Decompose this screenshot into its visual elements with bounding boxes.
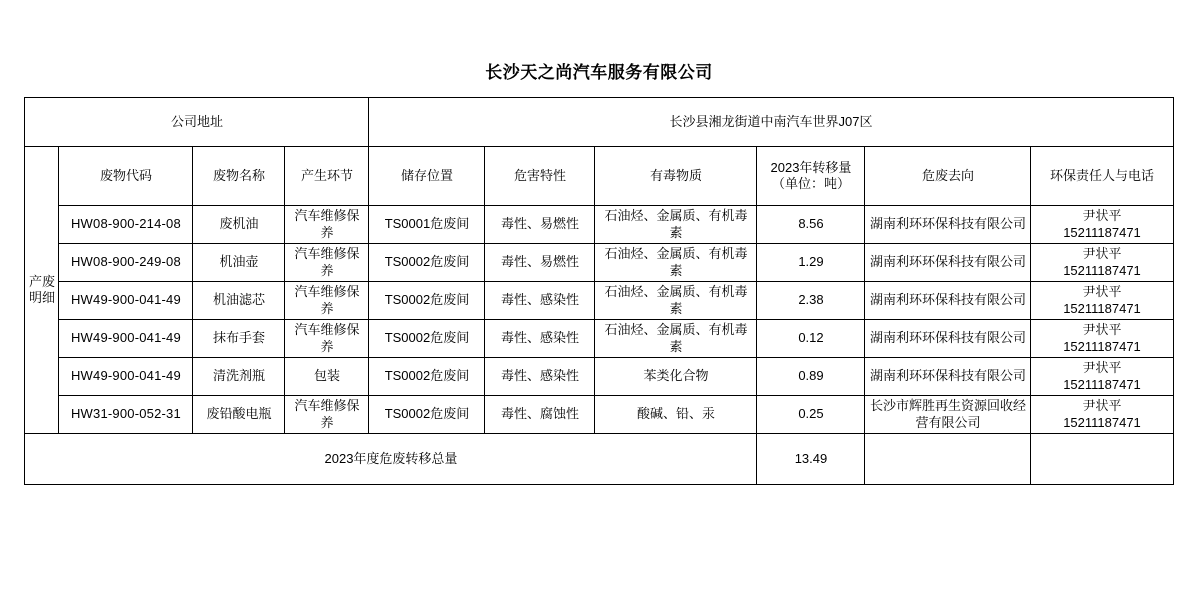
address-value: 长沙县湘龙街道中南汽车世界J07区 (369, 98, 1173, 147)
header-amount-line2: （单位：吨） (771, 176, 850, 191)
total-blank-destination (865, 434, 1031, 485)
header-name: 废物名称 (193, 147, 285, 206)
cell-destination: 湖南利环环保科技有限公司 (865, 358, 1031, 396)
cell-storage: TS0001危废间 (369, 206, 485, 244)
table-row (25, 244, 1173, 282)
cell-hazard: 毒性、感染性 (485, 282, 595, 320)
cell-toxic: 石油烃、金属质、有机毒素 (595, 244, 757, 282)
header-stage: 产生环节 (285, 147, 369, 206)
cell-name: 清洗剂瓶 (193, 358, 285, 396)
table-row (25, 320, 1173, 358)
table-row (25, 206, 1173, 244)
cell-hazard: 毒性、感染性 (485, 320, 595, 358)
cell-name: 废铅酸电瓶 (193, 396, 285, 434)
header-storage: 储存位置 (369, 147, 485, 206)
person-name: 尹状平 (1082, 208, 1122, 224)
header-destination: 危废去向 (865, 147, 1031, 206)
person-phone: 15211187471 (1063, 338, 1141, 354)
cell-code: HW31-900-052-31 (59, 396, 193, 434)
cell-code: HW08-900-214-08 (59, 206, 193, 244)
cell-storage: TS0002危废间 (369, 282, 485, 320)
header-row (25, 147, 1173, 206)
total-label: 2023年度危废转移总量 (25, 434, 757, 485)
person-phone: 15211187471 (1063, 300, 1141, 316)
cell-person (1031, 206, 1173, 244)
total-row (25, 434, 1173, 485)
header-person: 环保责任人与电话 (1031, 147, 1173, 206)
cell-stage: 包装 (285, 358, 369, 396)
cell-name: 机油壶 (193, 244, 285, 282)
cell-code: HW49-900-041-49 (59, 282, 193, 320)
header-amount-line1: 2023年转移量 (770, 159, 852, 175)
cell-hazard: 毒性、腐蚀性 (485, 396, 595, 434)
cell-storage: TS0002危废间 (369, 396, 485, 434)
cell-person (1031, 320, 1173, 358)
side-label-text: 产废明细 (28, 273, 55, 305)
cell-person (1031, 282, 1173, 320)
person-phone: 15211187471 (1063, 262, 1141, 278)
header-amount (757, 147, 865, 206)
cell-name: 机油滤芯 (193, 282, 285, 320)
cell-storage: TS0002危废间 (369, 358, 485, 396)
table-row (25, 358, 1173, 396)
cell-amount: 0.12 (757, 320, 865, 358)
person-name: 尹状平 (1082, 360, 1122, 376)
header-toxic: 有毒物质 (595, 147, 757, 206)
person-name: 尹状平 (1082, 246, 1122, 262)
person-name: 尹状平 (1082, 284, 1122, 300)
cell-destination: 湖南利环环保科技有限公司 (865, 206, 1031, 244)
cell-code: HW49-900-041-49 (59, 320, 193, 358)
cell-person (1031, 396, 1173, 434)
cell-toxic: 苯类化合物 (595, 358, 757, 396)
person-name: 尹状平 (1082, 398, 1122, 414)
address-label: 公司地址 (25, 98, 369, 147)
cell-destination: 湖南利环环保科技有限公司 (865, 282, 1031, 320)
cell-person (1031, 244, 1173, 282)
cell-hazard: 毒性、感染性 (485, 358, 595, 396)
cell-stage: 汽车维修保养 (285, 244, 369, 282)
cell-name: 抹布手套 (193, 320, 285, 358)
cell-stage: 汽车维修保养 (285, 282, 369, 320)
header-hazard: 危害特性 (485, 147, 595, 206)
cell-hazard: 毒性、易燃性 (485, 244, 595, 282)
cell-amount: 8.56 (757, 206, 865, 244)
table-row (25, 396, 1173, 434)
cell-storage: TS0002危废间 (369, 320, 485, 358)
cell-code: HW49-900-041-49 (59, 358, 193, 396)
cell-amount: 0.89 (757, 358, 865, 396)
total-value: 13.49 (757, 434, 865, 485)
cell-toxic: 石油烃、金属质、有机毒素 (595, 282, 757, 320)
person-phone: 15211187471 (1063, 414, 1141, 430)
side-label (25, 147, 59, 434)
cell-name: 废机油 (193, 206, 285, 244)
page-title: 长沙天之尚汽车服务有限公司 (485, 63, 713, 82)
cell-storage: TS0002危废间 (369, 244, 485, 282)
header-code: 废物代码 (59, 147, 193, 206)
cell-amount: 0.25 (757, 396, 865, 434)
cell-stage: 汽车维修保养 (285, 396, 369, 434)
address-row (25, 98, 1173, 147)
cell-toxic: 石油烃、金属质、有机毒素 (595, 206, 757, 244)
table-row (25, 282, 1173, 320)
cell-stage: 汽车维修保养 (285, 206, 369, 244)
cell-hazard: 毒性、易燃性 (485, 206, 595, 244)
cell-destination: 湖南利环环保科技有限公司 (865, 244, 1031, 282)
waste-transfer-table (24, 97, 1173, 485)
cell-stage: 汽车维修保养 (285, 320, 369, 358)
cell-person (1031, 358, 1173, 396)
cell-destination: 长沙市辉胜再生资源回收经营有限公司 (865, 396, 1031, 434)
cell-toxic: 石油烃、金属质、有机毒素 (595, 320, 757, 358)
cell-amount: 1.29 (757, 244, 865, 282)
total-blank-person (1031, 434, 1173, 485)
person-name: 尹状平 (1082, 322, 1122, 338)
person-phone: 15211187471 (1063, 224, 1141, 240)
person-phone: 15211187471 (1063, 376, 1141, 392)
cell-code: HW08-900-249-08 (59, 244, 193, 282)
cell-toxic: 酸碱、铅、汞 (595, 396, 757, 434)
cell-destination: 湖南利环环保科技有限公司 (865, 320, 1031, 358)
cell-amount: 2.38 (757, 282, 865, 320)
